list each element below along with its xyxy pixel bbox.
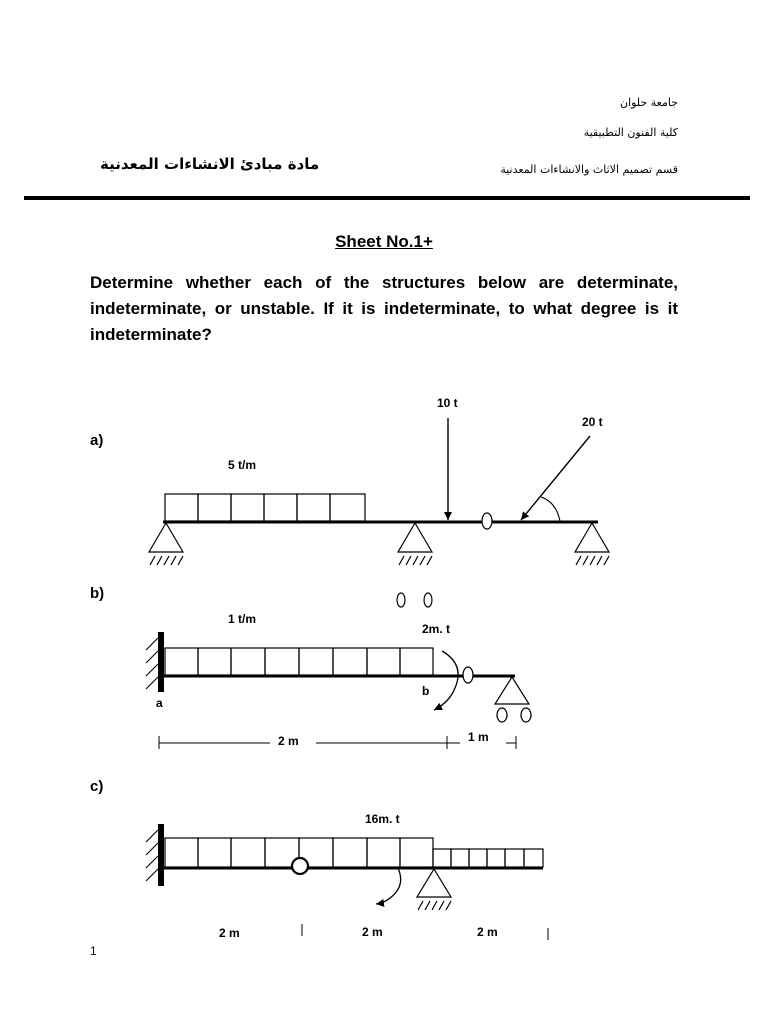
roller-support-b (495, 677, 531, 722)
hinge-symbol-b2 (424, 593, 432, 607)
problem-b-label: b) (90, 585, 105, 602)
distributed-load-a-label: 5 t/m (228, 458, 257, 472)
pin-support-a2 (398, 523, 432, 565)
point-b-label: b (422, 684, 430, 698)
pin-support-a3 (575, 523, 609, 565)
university-name: جامعة حلوان (619, 96, 678, 109)
sheet-title: Sheet No.1+ (335, 232, 433, 251)
inclined-load-arrow-a (521, 436, 590, 520)
distributed-load-b-label: 1 t/m (228, 612, 257, 626)
department-name: قسم تصميم الاثاث والانشاءات المعدنية (500, 163, 678, 176)
pin-support-a1 (149, 523, 183, 565)
vertical-load-a-label: 10 t (437, 396, 458, 410)
dimension-c3-label: 2 m (477, 925, 498, 939)
hinge-a (482, 513, 492, 529)
pin-support-c (417, 869, 451, 910)
moment-c-label: 16m. t (365, 812, 400, 826)
problem-a-label: a) (90, 432, 104, 449)
dimension-line-b (159, 736, 516, 749)
dimension-ticks-c (302, 924, 548, 940)
distributed-load-a (165, 494, 365, 521)
dimension-b-right-label: 1 m (468, 730, 489, 744)
dimension-c1-label: 2 m (219, 926, 240, 940)
page-number: 1 (90, 944, 97, 958)
moment-arrow-c (376, 868, 401, 904)
structure-a (149, 396, 609, 565)
moment-arrow-b (434, 651, 458, 710)
question-text: Determine whether each of the structures below are determinate, indeterminate, or unstable. If it is indeterminate, to what degree is it indeterminate? (90, 273, 678, 344)
hinge-b (463, 667, 473, 683)
distributed-load-b (165, 648, 433, 675)
hinge-c (292, 858, 308, 874)
dimension-c2-label: 2 m (362, 925, 383, 939)
fixed-support-b (158, 632, 164, 692)
hinge-symbol-b1 (397, 593, 405, 607)
distributed-load-c2 (433, 849, 543, 867)
inclined-load-a-label: 20 t (582, 415, 603, 429)
structure-b (146, 593, 531, 749)
dimension-b-left-label: 2 m (278, 734, 299, 748)
fixed-support-c (158, 824, 164, 886)
problem-c-label: c) (90, 778, 104, 795)
course-title: مادة مبادئ الانشاءات المعدنية (100, 155, 320, 173)
angle-arc-a (541, 497, 560, 521)
moment-b-label: 2m. t (422, 622, 451, 636)
point-a-label: a (156, 696, 163, 710)
faculty-name: كلية الفنون التطبيقية (583, 126, 678, 139)
structure-c (146, 812, 548, 940)
